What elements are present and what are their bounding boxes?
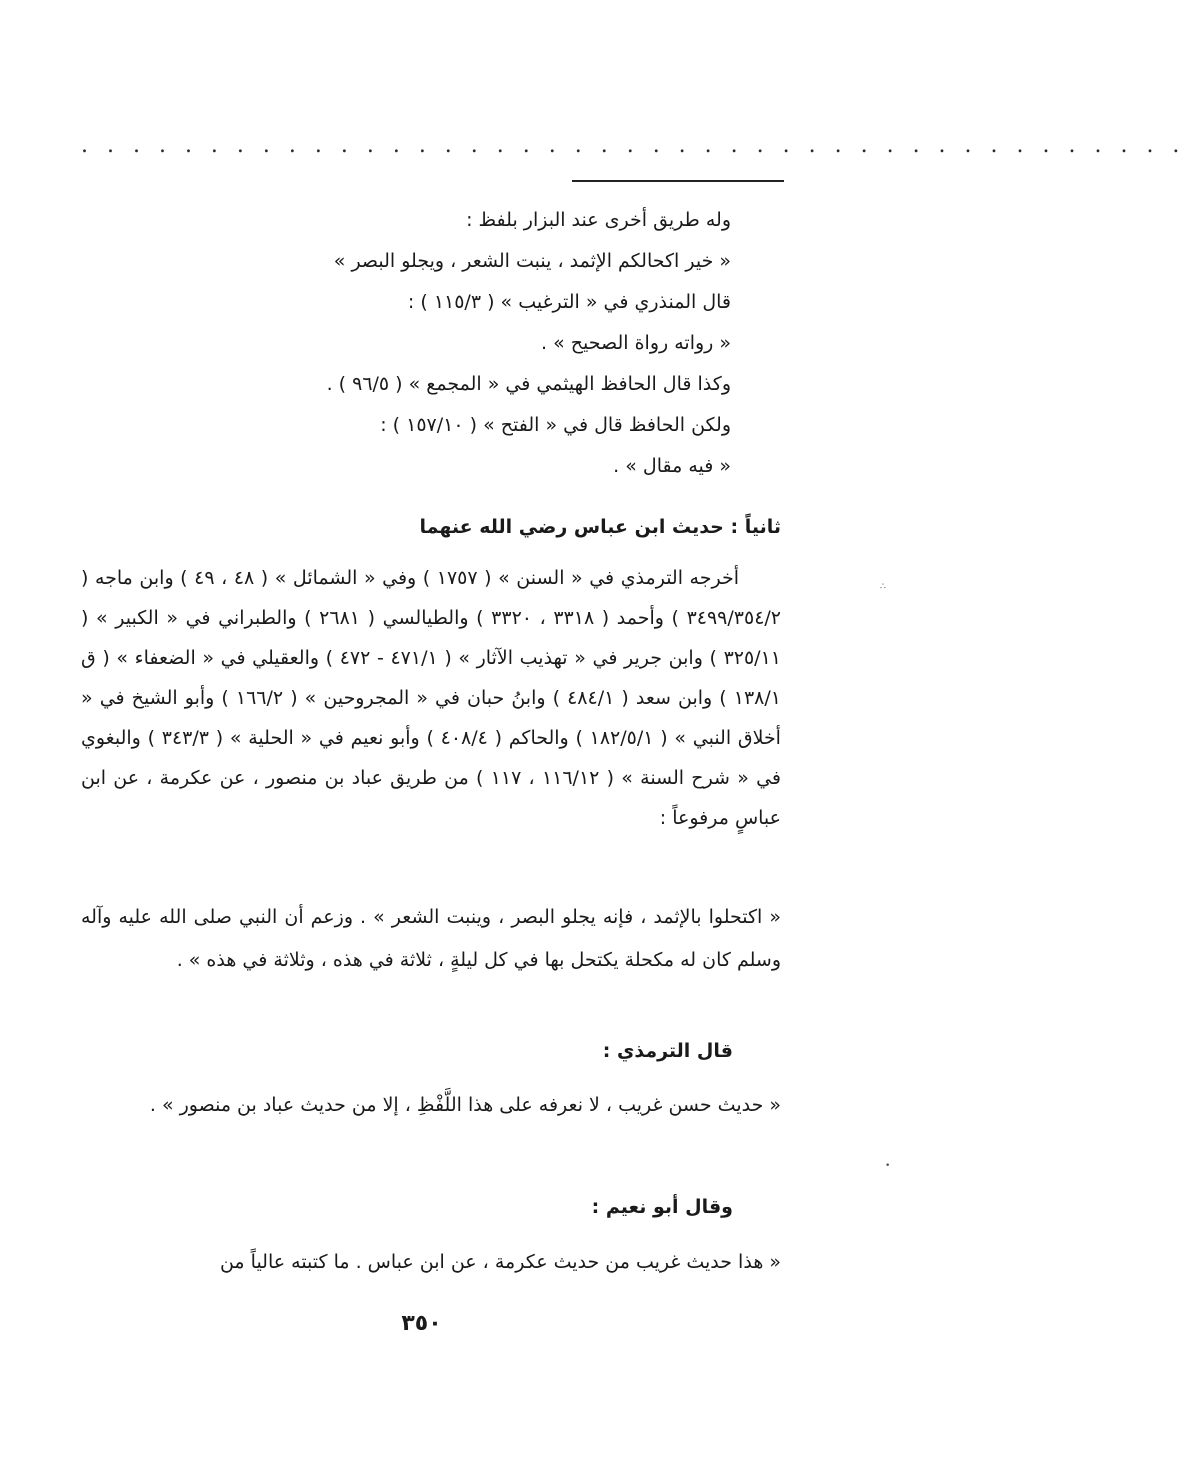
abu-nuaym-quote-paragraph: « هذا حديث غريب من حديث عكرمة ، عن ابن عباس . ما كتبته عالياً من <box>219 1251 781 1273</box>
tirmidhi-heading: قال الترمذي : <box>602 1040 733 1062</box>
footnote-line: « رواته رواة الصحيح » . <box>541 332 731 354</box>
scan-speck-mark: ∴ <box>880 582 886 592</box>
hadith-text-paragraph: « اكتحلوا بالإثمد ، فإنه يجلو البصر ، وينبت الشعر » . وزعم أن النبي صلى الله عليه وآله وسلم كان له مكحلة يكتحل بها في كل ليلةٍ ، ثلاثة في هذه ، وثلاثة في هذه » . <box>81 906 781 971</box>
section-heading: ثانياً : حديث ابن عباس رضي الله عنهما <box>419 516 781 538</box>
footnote-separator-dots: . . . . . . . . . . . . . . . . . . . . . . . . . . . . . . . . . . . . . . . . . . . <box>81 133 1185 158</box>
takhrij-paragraph: أخرجه الترمذي في « السنن » ( ١٧٥٧ ) وفي « الشمائل » ( ٤٨ ، ٤٩ ) وابن ماجه ( ٣٤٩٩/٣٥٤/٢ ) وأحمد ( ٣٣١٨ ، ٣٣٢٠ ) والطيالسي ( ٢٦٨١ ) والطبراني في « الكبير » ( ٣٢٥/١١ ) وابن جرير في « تهذيب الآثار » ( ٤٧١/١ - ٤٧٢ ) والعقيلي في « الضعفاء » ( ق ١٣٨/١ ) وابن سعد ( ٤٨٤/١ ) وابنُ حبان في « المجروحين » ( ١٦٦/٢ ) وأبو الشيخ في « أخلاق النبي » ( ١٨٢/٥/١ ) والحاكم ( ٤٠٨/٤ ) وأبو نعيم في « الحلية » ( ٣٤٣/٣ ) والبغوي في « شرح السنة » ( ١١٦/١٢ ، ١١٧ ) من طريق عباد بن منصور ، عن عكرمة ، عن ابن عباسٍ مرفوعاً : <box>81 567 782 829</box>
page-number: ٣٥٠ <box>401 1311 442 1336</box>
footnote-block <box>251 200 731 487</box>
scan-speck-mark: • <box>885 1161 891 1171</box>
tirmidhi-quote-paragraph: « حديث حسن غريب ، لا نعرفه على هذا اللَّفْظِ ، إلا من حديث عباد بن منصور » . <box>149 1094 781 1116</box>
footnote-line: قال المنذري في « الترغيب » ( ١١٥/٣ ) : <box>407 291 731 313</box>
footnote-line: « خير اكحالكم الإثمد ، ينبت الشعر ، ويجلو البصر » <box>333 250 731 272</box>
abu-nuaym-heading: وقال أبو نعيم : <box>591 1196 733 1218</box>
footnote-line: وكذا قال الحافظ الهيثمي في « المجمع » ( ٩٦/٥ ) . <box>326 373 731 395</box>
footnote-line: وله طريق أخرى عند البزار بلفظ : <box>466 209 731 231</box>
footnote-line: « فيه مقال » . <box>613 455 731 477</box>
footnote-line: ولكن الحافظ قال في « الفتح » ( ١٥٧/١٠ ) : <box>380 414 731 436</box>
footnote-rule <box>572 180 784 182</box>
